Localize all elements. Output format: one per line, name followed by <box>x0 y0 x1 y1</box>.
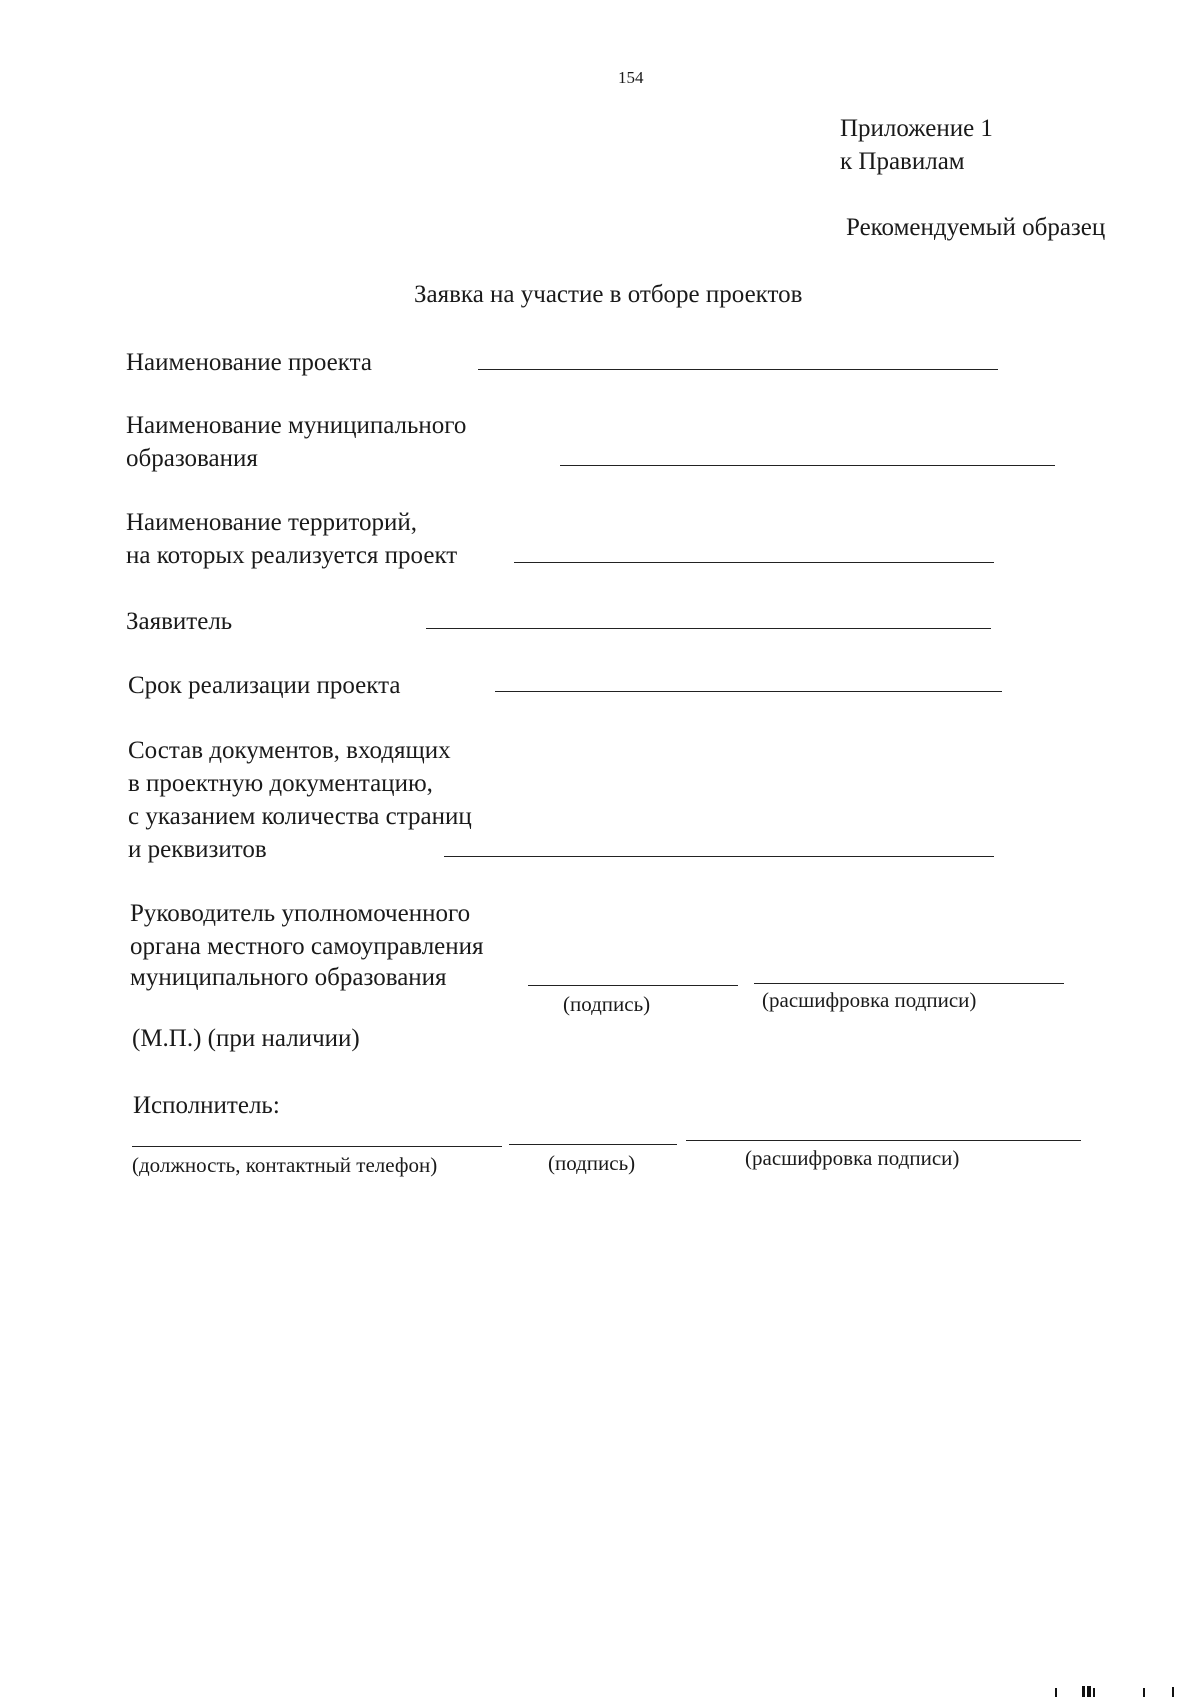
territories-label-line2: на которых реализуется проект <box>126 542 458 569</box>
head-label-line1: Руководитель уполномоченного <box>130 900 471 927</box>
applicant-field[interactable] <box>426 628 991 629</box>
term-field[interactable] <box>495 691 1002 692</box>
municipality-label-line2: образования <box>126 445 258 472</box>
executor-signature-caption: (подпись) <box>548 1151 636 1175</box>
form-title: Заявка на участие в отборе проектов <box>414 281 803 308</box>
documents-field[interactable] <box>444 856 994 857</box>
municipality-field[interactable] <box>560 465 1055 466</box>
project-name-label: Наименование проекта <box>126 349 372 376</box>
executor-position-field[interactable] <box>132 1146 502 1147</box>
executor-signature-field[interactable] <box>509 1144 677 1145</box>
executor-decoding-field[interactable] <box>686 1140 1081 1141</box>
term-label: Срок реализации проекта <box>128 672 401 699</box>
documents-label-line1: Состав документов, входящих <box>128 737 451 764</box>
appendix-title: Приложение 1 <box>840 115 993 142</box>
project-name-field[interactable] <box>478 369 998 370</box>
territories-label-line1: Наименование территорий, <box>126 509 418 536</box>
head-signature-caption: (подпись) <box>563 992 651 1016</box>
head-decoding-caption: (расшифровка подписи) <box>762 988 977 1012</box>
executor-label: Исполнитель: <box>133 1092 280 1119</box>
documents-label-line3: с указанием количества страниц <box>128 803 472 830</box>
executor-decoding-caption: (расшифровка подписи) <box>745 1146 960 1170</box>
applicant-label: Заявитель <box>126 608 233 635</box>
seal-note: (М.П.) (при наличии) <box>132 1025 360 1052</box>
head-decoding-field[interactable] <box>754 983 1064 984</box>
documents-label-line2: в проектную документацию, <box>128 770 433 797</box>
sample-note: Рекомендуемый образец <box>846 214 1106 241</box>
municipality-label-line1: Наименование муниципального <box>126 412 467 439</box>
head-signature-field[interactable] <box>528 985 738 986</box>
head-label-line2: органа местного самоуправления <box>130 933 484 960</box>
executor-position-caption: (должность, контактный телефон) <box>132 1153 438 1177</box>
page-number: 154 <box>618 68 644 87</box>
appendix-subtitle: к Правилам <box>840 148 965 175</box>
territories-field[interactable] <box>514 562 994 563</box>
head-label-line3: муниципального образования <box>130 964 447 991</box>
documents-label-line4: и реквизитов <box>128 836 267 863</box>
